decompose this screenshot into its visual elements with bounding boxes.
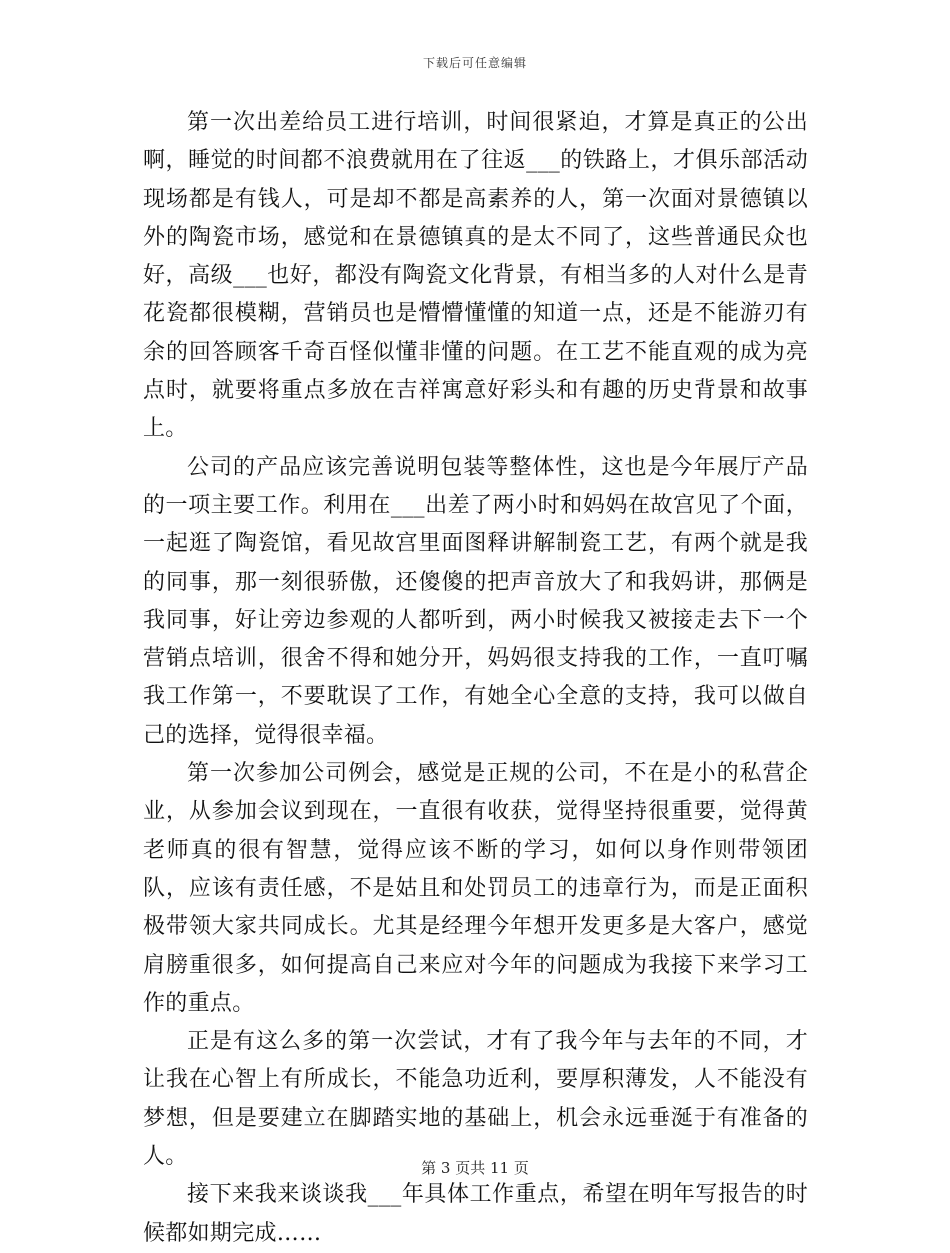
page-header: 下载后可任意编辑 bbox=[422, 56, 527, 70]
paragraph: 公司的产品应该完善说明包装等整体性，这也是今年展厅产品的一项主要工作。利用在___出差了两小时和妈妈在故宫见了个面，一起逛了陶瓷馆，看见故宫里面图释讲解制瓷工艺，有两个就是我的同事，那一刻很骄傲，还傻傻的把声音放大了和我妈讲，那俩是我同事，好让旁边参观的人都听到，两小时候我又被接走去下一个营销点培训，很舍不得和她分开，妈妈很支持我的工作，一直叮嘱我工作第一，不要耽误了工作，有她全心全意的支持，我可以做自己的选择，觉得很幸福。 bbox=[143, 454, 808, 748]
paragraph: 第一次参加公司例会，感觉是正规的公司，不在是小的私营企业，从参加会议到现在，一直很有收获，觉得坚持很重要，觉得黄老师真的很有智慧，觉得应该不断的学习，如何以身作则带领团队，应该有责任感，不是姑且和处罚员工的违章行为，而是正面积极带领大家共同成长。尤其是经理今年想开发更多是大客户，感觉肩膀重很多，如何提高自己来应对今年的问题成为我接下来学习工作的重点。 bbox=[143, 761, 808, 1016]
paragraph: 接下来我来谈谈我___年具体工作重点，希望在明年写报告的时候都如期完成…… bbox=[143, 1182, 808, 1246]
paragraph: 第一次出差给员工进行培训，时间很紧迫，才算是真正的公出啊，睡觉的时间都不浪费就用在了往返___的铁路上，才俱乐部活动现场都是有钱人，可是却不都是高素养的人，第一次面对景德镇以外的陶瓷市场，感觉和在景德镇真的是太不同了，这些普通民众也好，高级___也好，都没有陶瓷文化背景，有相当多的人对什么是青花瓷都很模糊，营销员也是懵懵懂懂的知道一点，还是不能游刃有余的回答顾客千奇百怪似懂非懂的问题。在工艺不能直观的成为亮点时，就要将重点多放在吉祥寓意好彩头和有趣的历史背景和故事上。 bbox=[143, 110, 808, 442]
paragraph: 正是有这么多的第一次尝试，才有了我今年与去年的不同，才让我在心智上有所成长，不能急功近利，要厚积薄发，人不能没有梦想，但是要建立在脚踏实地的基础上，机会永远垂涎于有准备的人。 bbox=[143, 1029, 808, 1170]
page-number: 第 3 页共 11 页 bbox=[421, 1159, 529, 1177]
document-body bbox=[143, 104, 808, 1253]
